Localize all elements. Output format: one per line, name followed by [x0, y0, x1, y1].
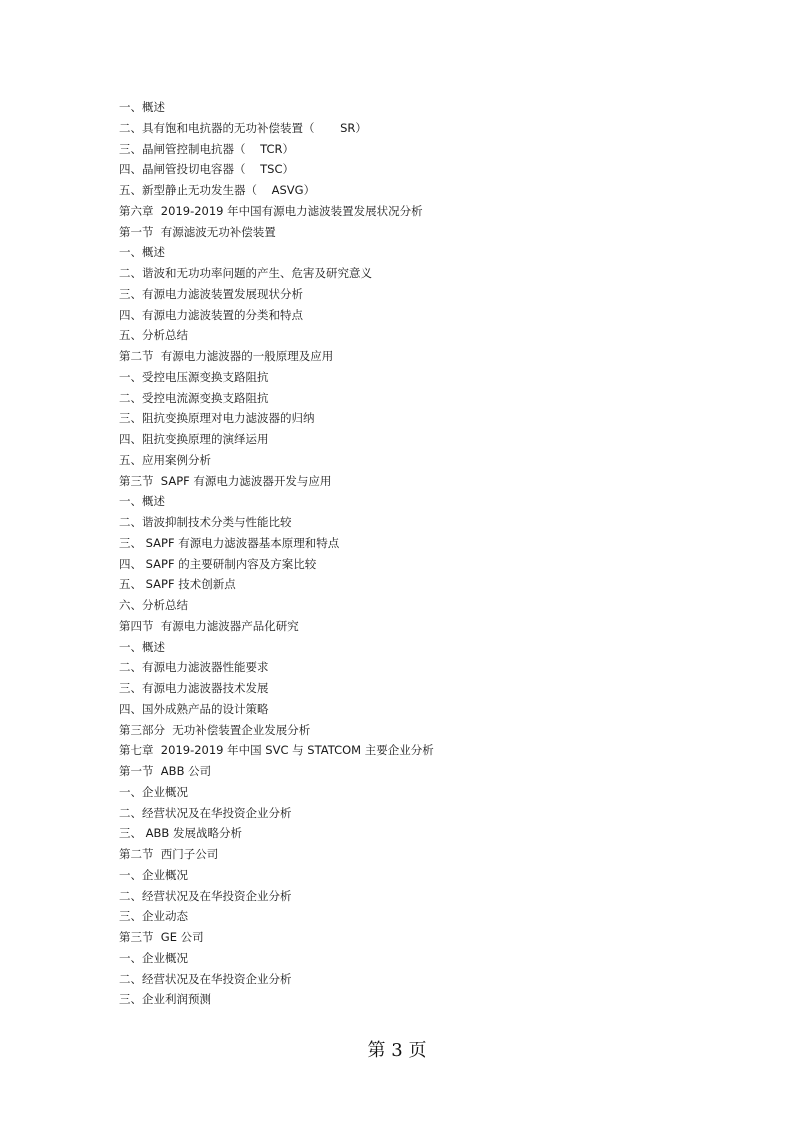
- toc-line: 二、经营状况及在华投资企业分析: [119, 971, 292, 986]
- toc-line: 三、 SAPF 有源电力滤波器基本原理和特点: [119, 535, 340, 550]
- toc-line: 五、分析总结: [119, 328, 188, 343]
- toc-line: 第六章 2019-2019 年中国有源电力滤波装置发展状况分析: [119, 203, 423, 218]
- toc-line: 一、企业概况: [119, 784, 188, 799]
- toc-line: 五、新型静止无功发生器（ ASVG）: [119, 183, 316, 197]
- toc-line: 一、受控电压源变换支路阻抗: [119, 369, 269, 384]
- toc-line: 第二节 有源电力滤波器的一般原理及应用: [119, 349, 334, 363]
- toc-line: 四、有源电力滤波装置的分类和特点: [119, 307, 303, 322]
- toc-line: 二、经营状况及在华投资企业分析: [119, 805, 292, 820]
- toc-line: 二、有源电力滤波器性能要求: [119, 660, 269, 675]
- toc-line: 二、受控电流源变换支路阻抗: [119, 390, 269, 405]
- toc-line: 二、谐波和无功功率问题的产生、危害及研究意义: [119, 266, 372, 280]
- toc-line: 二、经营状况及在华投资企业分析: [119, 888, 292, 903]
- toc-line: 三、有源电力滤波装置发展现状分析: [119, 286, 303, 301]
- toc-line: 三、企业利润预测: [119, 992, 211, 1007]
- toc-line: 一、概述: [119, 639, 165, 654]
- toc-line: 二、谐波抑制技术分类与性能比较: [119, 515, 292, 529]
- toc-line: 三、有源电力滤波器技术发展: [119, 681, 269, 695]
- page-number: 第 3 页: [367, 1040, 427, 1061]
- toc-line: 三、晶闸管控制电抗器（ TCR）: [119, 141, 294, 156]
- toc-line: 四、 SAPF 的主要研制内容及方案比较: [119, 556, 317, 571]
- toc-line: 三、 ABB 发展战略分析: [119, 826, 242, 841]
- toc-line: 第三部分 无功补偿装置企业发展分析: [119, 722, 311, 737]
- toc-line: 六、分析总结: [119, 598, 188, 612]
- toc-line: 第一节 有源滤波无功补偿装置: [119, 224, 276, 239]
- toc-line: 五、应用案例分析: [119, 452, 211, 467]
- toc-line: 一、企业概况: [119, 950, 188, 965]
- toc-line: 三、阻抗变换原理对电力滤波器的归纳: [119, 411, 315, 426]
- toc-line: 第四节 有源电力滤波器产品化研究: [119, 618, 299, 633]
- toc-line: 第一节 ABB 公司: [119, 764, 212, 778]
- toc-line: 五、 SAPF 技术创新点: [119, 577, 236, 592]
- toc-line: 第三节 SAPF 有源电力滤波器开发与应用: [119, 473, 332, 488]
- toc-line: 四、晶闸管投切电容器（ TSC）: [119, 162, 294, 177]
- toc-line: 三、企业动态: [119, 909, 188, 924]
- toc-line: 第三节 GE 公司: [119, 930, 204, 944]
- toc-line: 二、具有饱和电抗器的无功补偿装置（ SR）: [119, 120, 367, 135]
- toc-line: 四、国外成熟产品的设计策略: [119, 701, 269, 716]
- toc-line: 一、概述: [119, 494, 165, 509]
- toc-line: 一、企业概况: [119, 867, 188, 882]
- toc-line: 一、概述: [119, 245, 165, 260]
- toc-line: 第二节 西门子公司: [119, 847, 219, 861]
- toc-line: 四、阻抗变换原理的演绎运用: [119, 432, 269, 446]
- toc-line: 第七章 2019-2019 年中国 SVC 与 STATCOM 主要企业分析: [119, 743, 434, 758]
- toc-line: 一、概述: [119, 100, 165, 114]
- table-of-contents: [119, 97, 434, 1010]
